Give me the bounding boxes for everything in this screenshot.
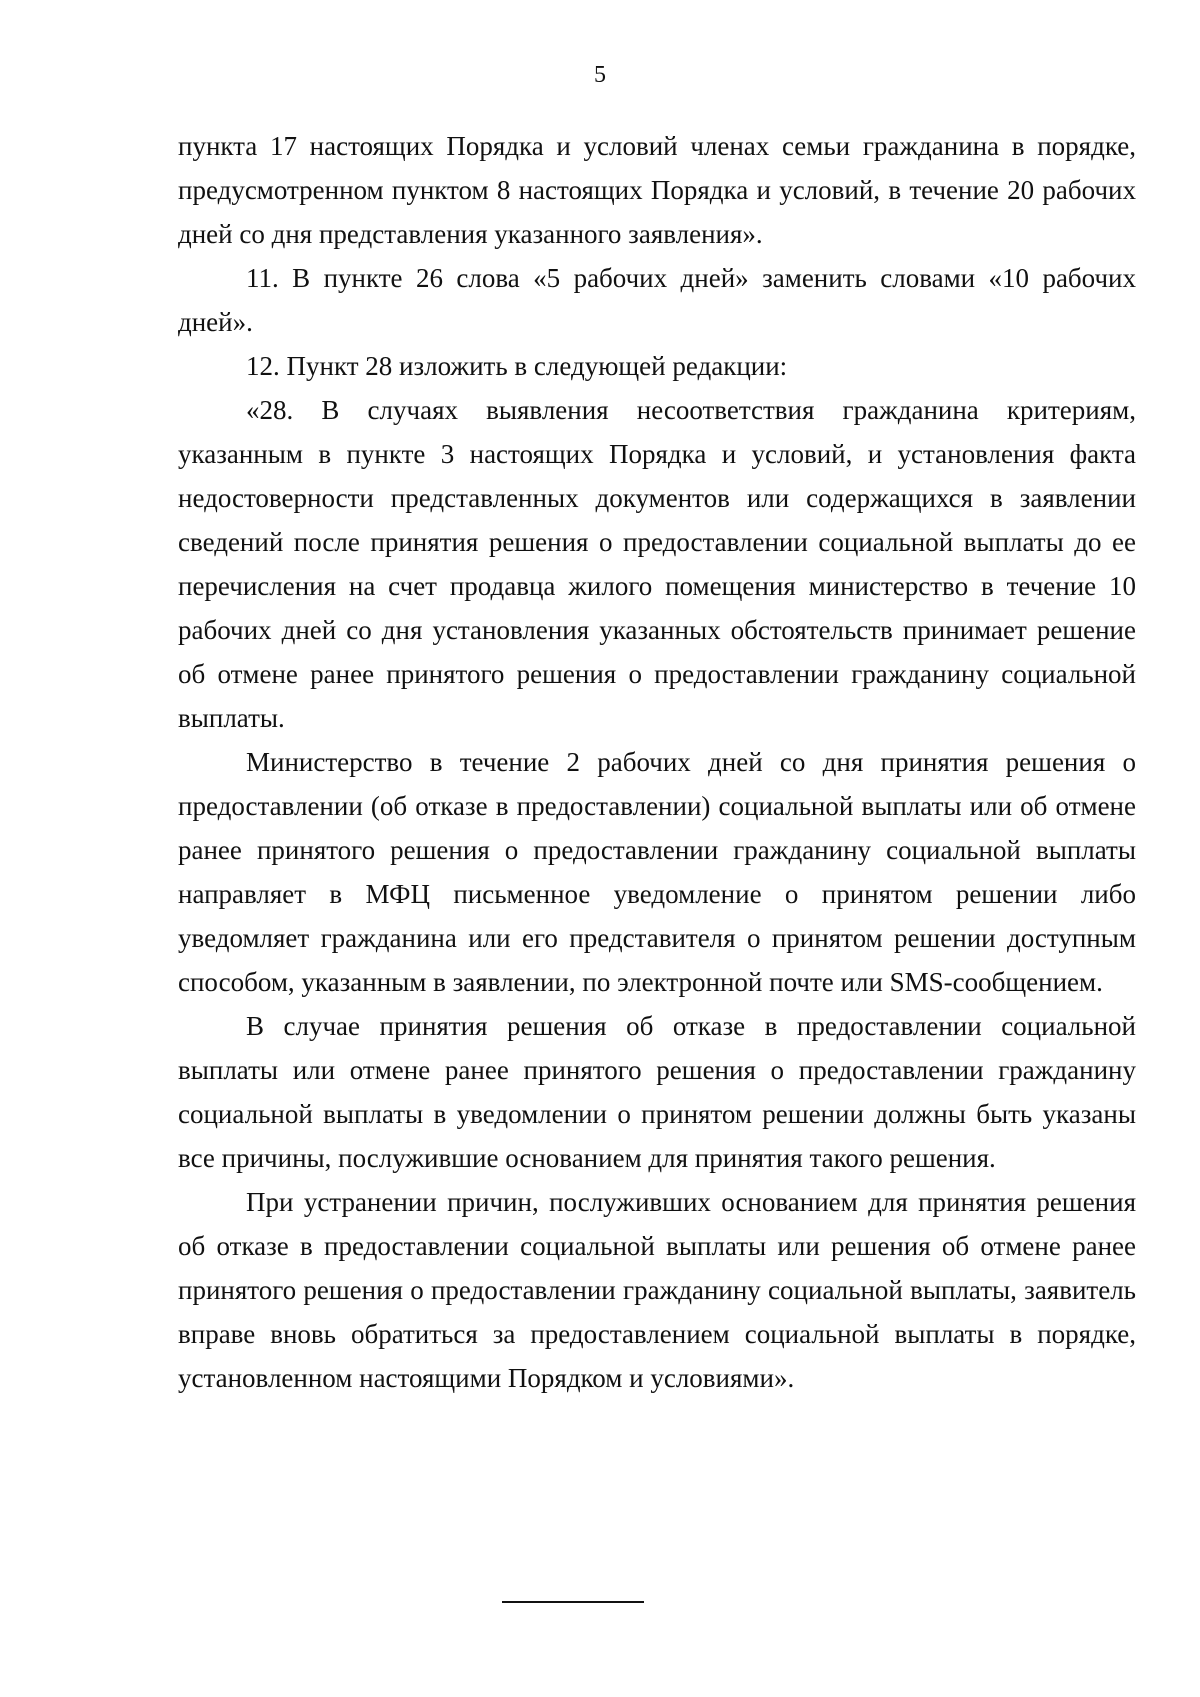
page-number: 5 [594,62,606,88]
document-body [178,124,1136,1400]
paragraph-refusal-reasons: В случае принятия решения об отказе в предоставлении социальной выплаты или отмене ранее принятого решения о предоставлении гражданину социальной выплаты в уведомлении о принятом решении должны быть указаны все причины, послужившие основанием для принятия такого решения. [178,1011,1136,1173]
paragraph-continuation: пункта 17 настоящих Порядка и условий членах семьи гражданина в порядке, предусмотренном пунктом 8 настоящих Порядка и условий, в течение 20 рабочих дней со дня представления указанного заявления». [178,131,1136,249]
paragraph-clause-28: «28. В случаях выявления несоответствия гражданина критериям, указанным в пункте 3 настоящих Порядка и условий, и установления факта недостоверности представленных документов или содержащихся в заявлении сведений после принятия решения о предоставлении социальной выплаты до ее перечисления на счет продавца жилого помещения министерство в течение 10 рабочих дней со дня установления указанных обстоятельств принимает решение об отмене ранее принятого решения о предоставлении гражданину социальной выплаты. [178,395,1136,733]
end-divider-line [502,1601,644,1603]
paragraph-item-12: 12. Пункт 28 изложить в следующей редакции: [246,351,788,381]
paragraph-reapplication: При устранении причин, послуживших основанием для принятия решения об отказе в предоставлении социальной выплаты или решения об отмене ранее принятого решения о предоставлении гражданину социальной выплаты, заявитель вправе вновь обратиться за предоставлением социальной выплаты в порядке, установленном настоящими Порядком и условиями». [178,1187,1136,1393]
paragraph-item-11: 11. В пункте 26 слова «5 рабочих дней» заменить словами «10 рабочих дней». [178,263,1136,337]
paragraph-ministry-notification: Министерство в течение 2 рабочих дней со дня принятия решения о предоставлении (об отказе в предоставлении) социальной выплаты или об отмене ранее принятого решения о предоставлении гражданину социальной выплаты направляет в МФЦ письменное уведомление о принятом решении либо уведомляет гражданина или его представителя о принятом решении доступным способом, указанным в заявлении, по электронной почте или SMS-сообщением. [178,747,1136,997]
